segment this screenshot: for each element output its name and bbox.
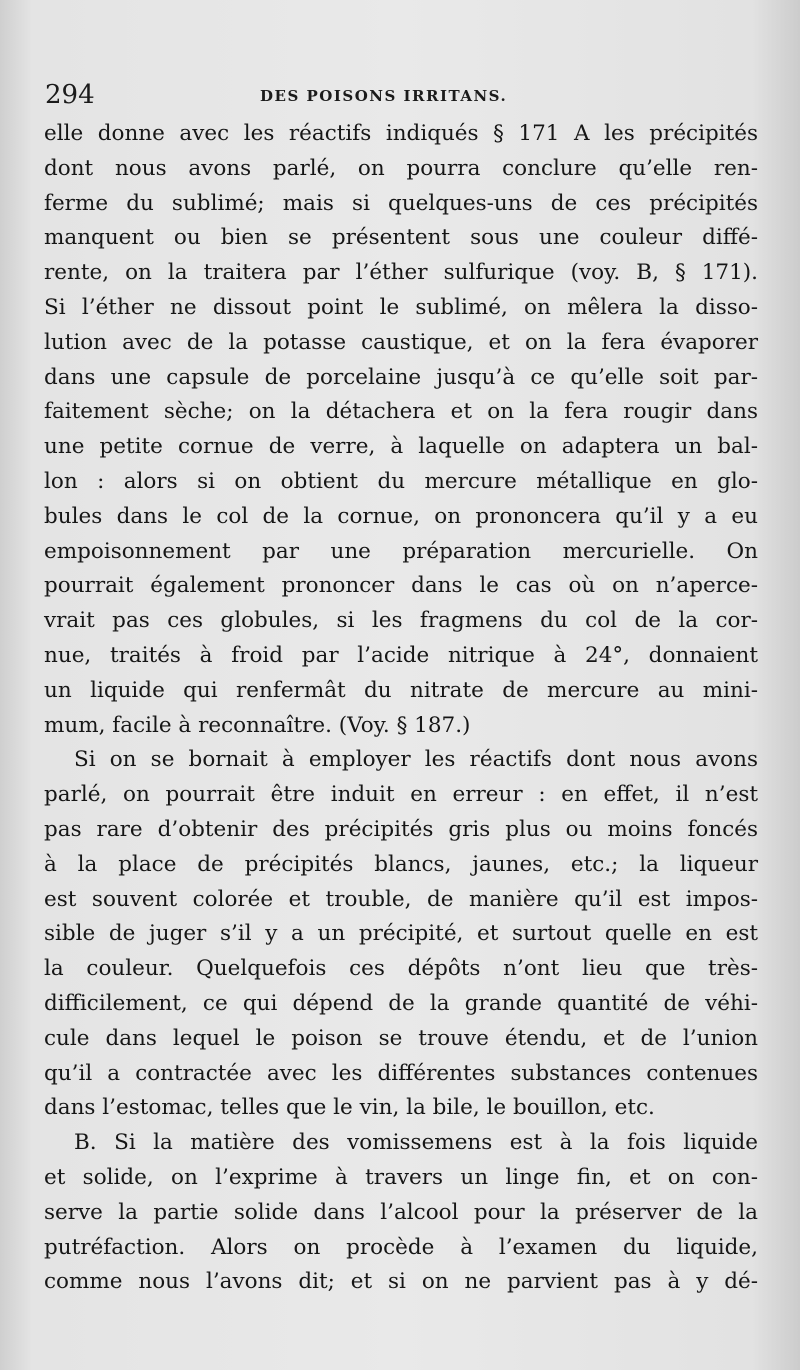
text-line: ferme du sublimé; mais si quelques-uns de ces précipités — [44, 190, 758, 216]
text-line: cule dans lequel le poison se trouve étendu, et de l’union — [44, 1025, 758, 1051]
text-line: mum, facile à reconnaître. (Voy. § 187.) — [44, 712, 471, 738]
text-line: dont nous avons parlé, on pourra conclure qu’elle ren- — [44, 155, 758, 181]
text-line: Si l’éther ne dissout point le sublimé, on mêlera la disso- — [44, 294, 758, 320]
text-line: pourrait également prononcer dans le cas où on n’aperce- — [44, 573, 758, 599]
text-line: B. Si la matière des vomissemens est à la fois liquide — [74, 1130, 758, 1156]
text-line: dans une capsule de porcelaine jusqu’à ce qu’elle soit par- — [44, 364, 758, 390]
text-line: est souvent colorée et trouble, de manière qu’il est impos- — [44, 886, 758, 912]
text-line: rente, on la traitera par l’éther sulfurique (voy. B, § 171). — [44, 260, 758, 286]
text-line: une petite cornue de verre, à laquelle on adaptera un bal- — [44, 434, 758, 460]
text-line: Si on se bornait à employer les réactifs dont nous avons — [74, 747, 758, 773]
text-line: empoisonnement par une préparation mercurielle. On — [44, 538, 758, 564]
text-line: nue, traités à froid par l’acide nitrique à 24°, donnaient — [44, 642, 758, 668]
text-line: elle donne avec les réactifs indiqués § 171 A les précipités — [44, 121, 758, 146]
text-line: lon : alors si on obtient du mercure métallique en glo- — [44, 468, 758, 494]
text-line: parlé, on pourrait être induit en erreur : en effet, il n’est — [44, 782, 758, 808]
text-line: qu’il a contractée avec les différentes substances contenues — [44, 1060, 758, 1086]
text-line: manquent ou bien se présentent sous une couleur diffé- — [44, 225, 758, 251]
page-number: 294 — [45, 80, 95, 110]
text-line: un liquide qui renfermât du nitrate de mercure au mini- — [44, 677, 758, 703]
text-line: la couleur. Quelquefois ces dépôts n’ont lieu que très- — [44, 956, 758, 982]
running-head — [45, 78, 760, 114]
text-line: difficilement, ce qui dépend de la grande quantité de véhi- — [44, 990, 758, 1016]
text-line: putréfaction. Alors on procède à l’examen du liquide, — [44, 1234, 758, 1260]
text-line: vrait pas ces globules, si les fragmens du col de la cor- — [44, 608, 758, 634]
text-line: faitement sèche; on la détachera et on la fera rougir dans — [44, 399, 758, 425]
running-title: DES POISONS IRRITANS. — [260, 87, 508, 105]
text-line: et solide, on l’exprime à travers un linge fin, et on con- — [44, 1164, 758, 1190]
text-line: sible de juger s’il y a un précipité, et surtout quelle en est — [44, 921, 758, 947]
text-line: bules dans le col de la cornue, on prononcera qu’il y a eu — [44, 503, 758, 529]
text-line: à la place de précipités blancs, jaunes, etc.; la liqueur — [44, 851, 758, 877]
text-line: lution avec de la potasse caustique, et on la fera évaporer — [44, 329, 758, 355]
body-text — [44, 117, 758, 1300]
text-line: serve la partie solide dans l’alcool pour la préserver de la — [44, 1199, 758, 1225]
text-line: dans l’estomac, telles que le vin, la bile, le bouillon, etc. — [44, 1095, 655, 1121]
text-line: comme nous l’avons dit; et si on ne parvient pas à y dé- — [44, 1269, 758, 1295]
text-line: pas rare d’obtenir des précipités gris plus ou moins foncés — [44, 816, 758, 842]
